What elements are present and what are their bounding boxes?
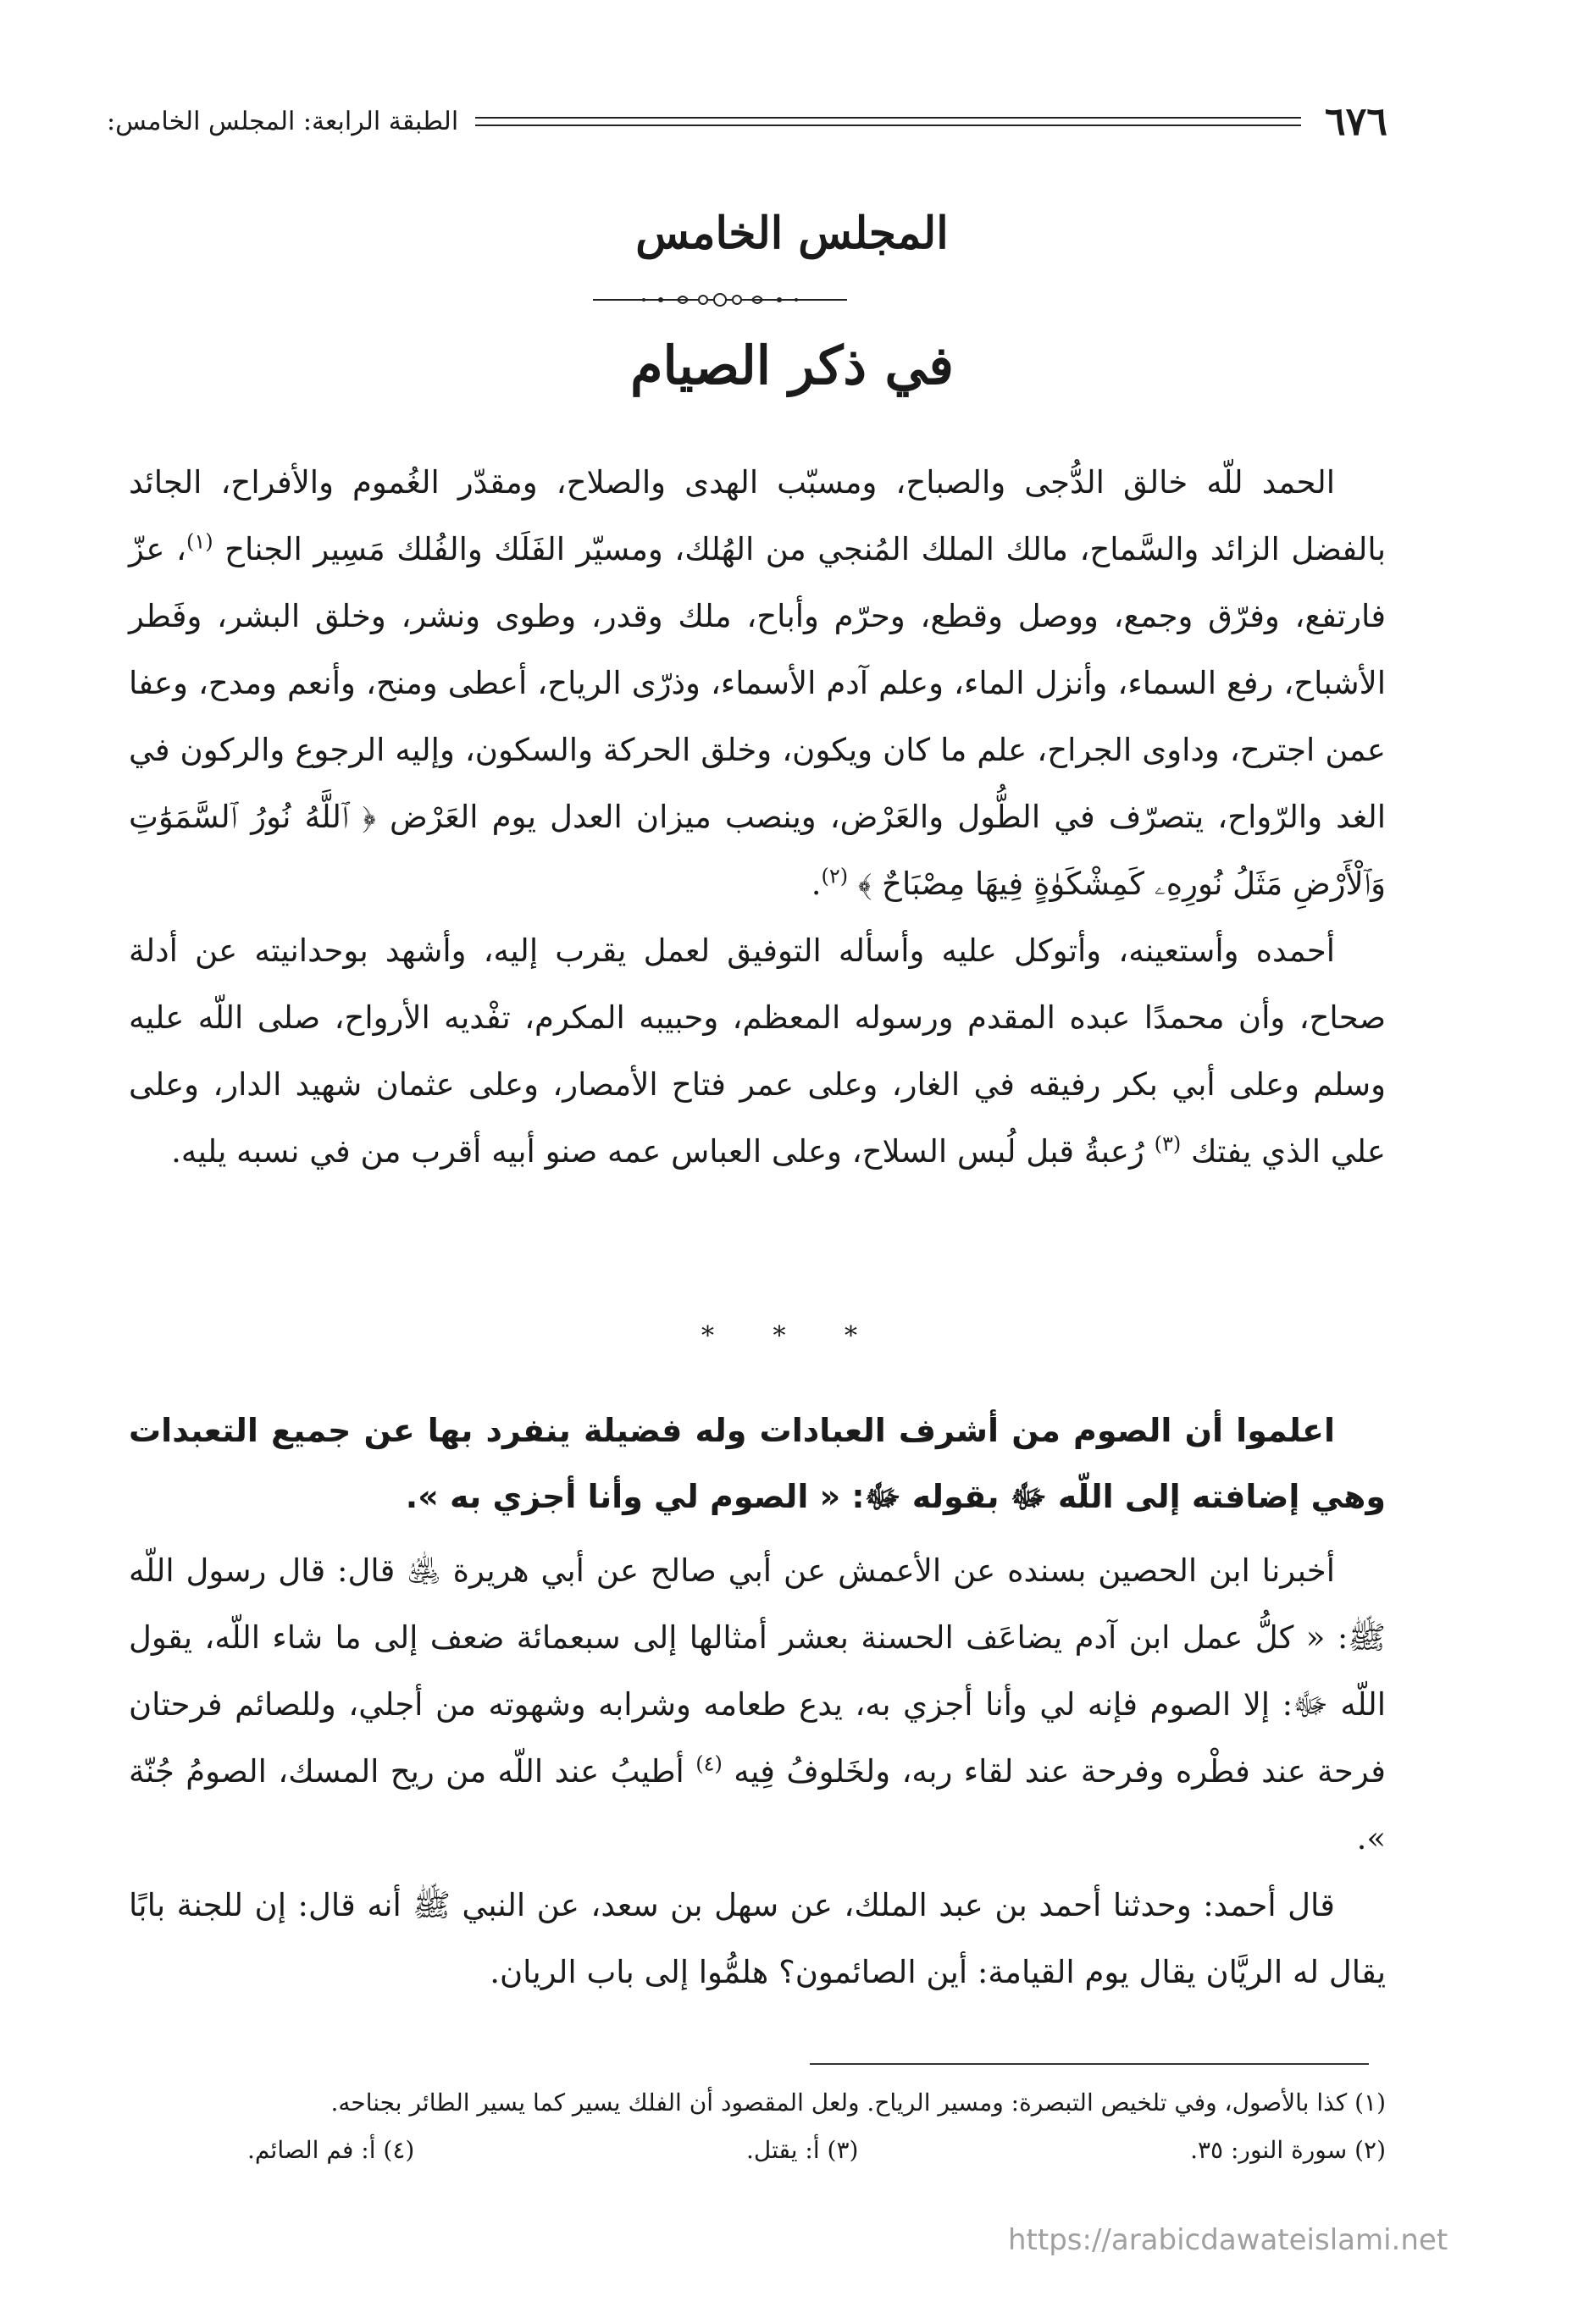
intro-paragraph-2: أحمده وأستعينه، وأتوكل عليه وأسأله التوفيق لعمل يقرب إليه، وأشهد بوحدانيته عن أدلة صحاح، وأن محمدًا عبده المقدم ورسوله المعظم، وحبيبه المكرم، تفْديه الأرواح، صلى اللّه عليه وسلم وعلى أبي بكر رفيقه في الغار، وعلى عمر فتاح الأمصار، وعلى عثمان شهيد الدار، وعلى علي الذي يفتك $^{(٣)}$ رُعبةُ قبل لُبس السلاح، وعلى العباس عمه صنو أبيه أقرب من في نسبه يليه. <box>129 932 1386 1170</box>
footnote-line-2 <box>129 2127 1386 2174</box>
session-title: المجلس الخامس <box>635 208 949 259</box>
footnotes <box>129 2079 1386 2174</box>
header-rule <box>475 117 1301 126</box>
source-watermark: https://arabicdawateislami.net <box>1008 2223 1448 2257</box>
hadith-paragraph-2: قال أحمد: وحدثنا أحمد بن عبد الملك، عن سهل بن سعد، عن النبي ﷺ أنه قال: إن للجنة بابًا يقال له الريَّان يقال يوم القيامة: أين الصائمون؟ هلمُّوا إلى باب الريان. <box>129 1887 1386 1990</box>
page-number: ٦٧٦ <box>1324 98 1387 144</box>
hadith-text <box>129 1537 1386 2006</box>
footnote-4: (٤) أ: فم الصائم. <box>247 2136 415 2164</box>
footnote-ref-3: (٣) <box>1154 1132 1182 1156</box>
footnote-3: (٣) أ: يقتل. <box>745 2136 859 2164</box>
intro-paragraph-1: الحمد للّه خالق الدُّجى والصباح، ومسبّب الهدى والصلاح، ومقدّر الغُموم والأفراح، الجائد بالفضل الزائد والسَّماح، مالك الملك المُنجي من الهُلك، ومسيّر الفَلَك والفُلك مَسِير الجناح $^{(١)}$، عزّ فارتفع، وفرّق وجمع، ووصل وقطع، وحرّم وأباح، ملك وقدر، وطوى ونشر، وخلق البشر، وفَطر الأشباح، رفع السماء، وأنزل الماء، وعلم آدم الأسماء، وذرّى الرياح، أعطى ومنح، وأنعم ومدح، وعفا عمن اجترح، وداوى الجراح، علم ما كان ويكون، وخلق الحركة والسكون، وإليه الرجوع والركون في الغد والرّواح، يتصرّف في الطُّول والعَرْض، وينصب ميزان العدل يوم العَرْض ﴿ ٱللَّهُ نُورُ ٱلسَّمَوَٰتِ وَٱلْأَرْضِ مَثَلُ نُورِهِۦ كَمِشْكَوٰةٍ فِيهَا مِصْبَاحٌ ﴾ $^{(٢)}$. <box>129 464 1386 902</box>
footnote-2: (٢) سورة النور: ٣٥. <box>1190 2136 1386 2164</box>
lead-paragraph: اعلموا أن الصوم من أشرف العبادات وله فضيلة ينفرد بها عن جميع التعبدات وهي إضافته إلى اللّه ﷻ بقوله ﷻ: « الصوم لي وأنا أجزي به ». <box>129 1412 1386 1515</box>
section-separator: * * * <box>701 1321 883 1351</box>
running-title: الطبقة الرابعة: المجلس الخامس: <box>107 106 459 136</box>
footnote-1: (١) كذا بالأصول، وفي تلخيص التبصرة: ومسير الرياح. ولعل المقصود أن الفلك يسير كما يسير الطائر بجناحه. <box>330 2089 1386 2116</box>
hadith-paragraph-1: أخبرنا ابن الحصين بسنده عن الأعمش عن أبي صالح عن أبي هريرة ﵁ قال: قال رسول اللّه ﷺ: « كلُّ عمل ابن آدم يضاعَف الحسنة بعشر أمثالها إلى سبعمائة ضعف إلى ما شاء اللّه، يقول اللّه ﷻ: إلا الصوم فإنه لي وأنا أجزي به، يدع طعامه وشرابه وشهوته من أجلي، وللصائم فرحتان فرحة عند فطْره وفرحة عند لقاء ربه، ولخَلوفُ فِيه $^{(٤)}$ أطيبُ عند اللّه من ريح المسك، الصومُ جُنّة ». <box>129 1552 1386 1856</box>
footnote-ref-1: (١) <box>186 529 213 554</box>
lead-statement <box>129 1397 1386 1530</box>
running-header <box>107 91 1387 151</box>
footnote-ref-4: (٤) <box>695 1751 723 1776</box>
intro-text <box>129 449 1386 1185</box>
chapter-title: في ذكر الصيام <box>630 335 954 396</box>
footnote-ref-2: (٢) <box>821 864 849 888</box>
ornament-divider <box>593 290 847 310</box>
footnote-rule <box>810 2063 1369 2065</box>
